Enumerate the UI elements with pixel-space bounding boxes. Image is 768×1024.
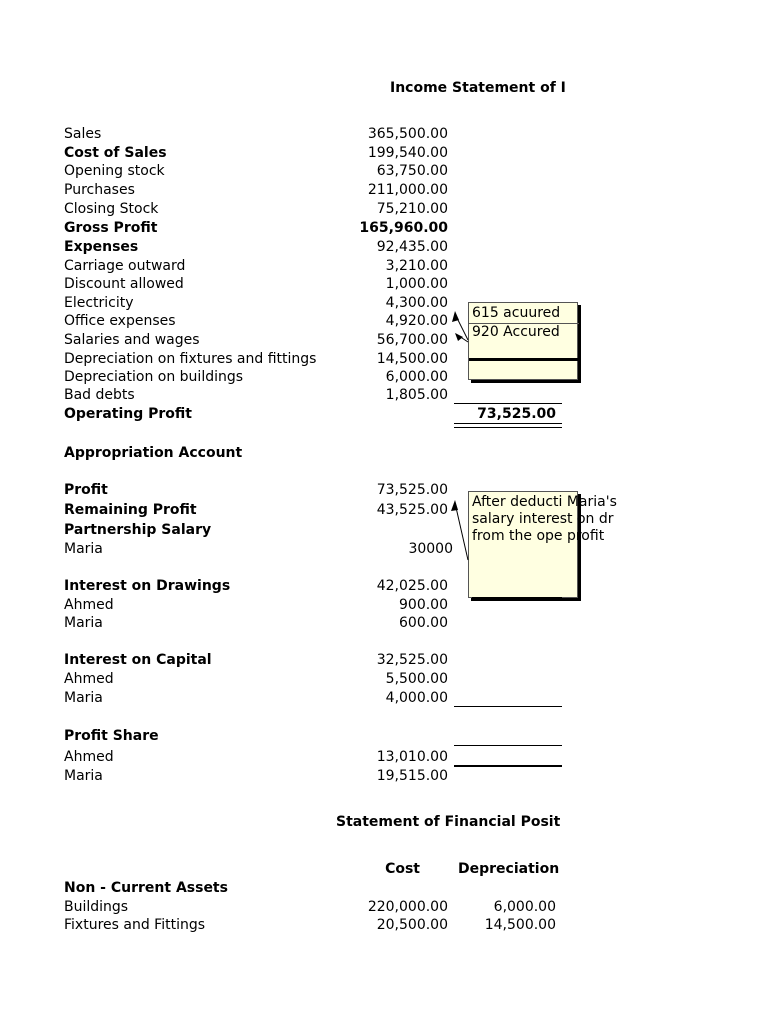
- income-row-label[interactable]: Bad debts: [64, 387, 135, 403]
- interest-drawings-value[interactable]: 42,025.00: [376, 578, 448, 594]
- comment-shadow-bottom: [472, 597, 562, 600]
- income-row-label[interactable]: Cost of Sales: [64, 145, 167, 161]
- income-row-value[interactable]: 6,000.00: [385, 369, 448, 385]
- income-row-value[interactable]: 14,500.00: [376, 351, 448, 367]
- income-row-label[interactable]: Purchases: [64, 182, 135, 198]
- income-row-value[interactable]: 63,750.00: [376, 163, 448, 179]
- arrow-salaries-head: [455, 333, 463, 341]
- capital-maria-value[interactable]: 4,000.00: [385, 690, 448, 706]
- interest-drawings-label[interactable]: Interest on Drawings: [64, 578, 231, 594]
- capital-ahmed-label[interactable]: Ahmed: [64, 671, 114, 687]
- income-row-value[interactable]: 211,000.00: [367, 182, 448, 198]
- share-ahmed-label[interactable]: Ahmed: [64, 749, 114, 765]
- income-row-value[interactable]: 92,435.00: [376, 239, 448, 255]
- col-cost-header[interactable]: Cost: [385, 861, 420, 877]
- income-row-label[interactable]: Opening stock: [64, 163, 165, 179]
- income-row-value[interactable]: 3,210.00: [385, 258, 448, 274]
- partnership-salary-label[interactable]: Partnership Salary: [64, 522, 212, 538]
- fixtures-cost[interactable]: 20,500.00: [376, 917, 448, 933]
- income-row-label[interactable]: Discount allowed: [64, 276, 184, 292]
- appropriation-heading[interactable]: Appropriation Account: [64, 445, 243, 461]
- income-row-value[interactable]: 1,805.00: [385, 387, 448, 403]
- income-row-value[interactable]: 165,960.00: [359, 220, 448, 236]
- drawings-maria-value[interactable]: 600.00: [399, 615, 448, 631]
- income-row-label[interactable]: Depreciation on fixtures and fittings: [64, 351, 317, 367]
- income-row-value[interactable]: 365,500.00: [367, 126, 448, 142]
- buildings-cost[interactable]: 220,000.00: [367, 899, 448, 915]
- income-row-value[interactable]: 4,300.00: [385, 295, 448, 311]
- fixtures-label[interactable]: Fixtures and Fittings: [64, 917, 206, 933]
- income-row-label[interactable]: Carriage outward: [64, 258, 186, 274]
- non-current-assets-heading[interactable]: Non - Current Assets: [64, 880, 228, 896]
- income-row-value[interactable]: 1,000.00: [385, 276, 448, 292]
- interest-capital-value[interactable]: 32,525.00: [376, 652, 448, 668]
- drawings-ahmed-label[interactable]: Ahmed: [64, 597, 114, 613]
- income-row-value[interactable]: 199,540.00: [367, 145, 448, 161]
- drawings-ahmed-value[interactable]: 900.00: [399, 597, 448, 613]
- income-row-label[interactable]: Electricity: [64, 295, 134, 311]
- profit-value[interactable]: 73,525.00: [376, 482, 448, 498]
- income-row-label[interactable]: Closing Stock: [64, 201, 159, 217]
- income-row-label[interactable]: Sales: [64, 126, 102, 142]
- buildings-depreciation[interactable]: 6,000.00: [493, 899, 556, 915]
- income-row-label[interactable]: Office expenses: [64, 313, 176, 329]
- interest-capital-label[interactable]: Interest on Capital: [64, 652, 212, 668]
- income-row-label[interactable]: Gross Profit: [64, 220, 158, 236]
- share-ahmed-value[interactable]: 13,010.00: [376, 749, 448, 765]
- income-row-label[interactable]: Expenses: [64, 239, 139, 255]
- maria-salary-value[interactable]: 30000: [408, 541, 453, 557]
- profit-label[interactable]: Profit: [64, 482, 108, 498]
- financial-position-title[interactable]: Statement of Financial Posit: [336, 814, 561, 830]
- arrow-appropriation-head: [451, 500, 458, 511]
- income-row-value[interactable]: 75,210.00: [376, 201, 448, 217]
- share-maria-value[interactable]: 19,515.00: [376, 768, 448, 784]
- income-row-label[interactable]: Salaries and wages: [64, 332, 200, 348]
- capital-maria-label[interactable]: Maria: [64, 690, 103, 706]
- capital-ahmed-value[interactable]: 5,500.00: [385, 671, 448, 687]
- buildings-label[interactable]: Buildings: [64, 899, 129, 915]
- arrow-appropriation-line: [455, 503, 468, 560]
- remaining-profit-value[interactable]: 43,525.00: [376, 502, 448, 518]
- operating-profit-value[interactable]: 73,525.00: [477, 406, 556, 422]
- income-row-value[interactable]: 56,700.00: [376, 332, 448, 348]
- income-row-value[interactable]: 4,920.00: [385, 313, 448, 329]
- income-row-label[interactable]: Depreciation on buildings: [64, 369, 244, 385]
- col-depreciation-header[interactable]: Depreciation: [458, 861, 560, 877]
- share-maria-label[interactable]: Maria: [64, 768, 103, 784]
- income-statement-title[interactable]: Income Statement of I: [390, 80, 566, 96]
- remaining-profit-label[interactable]: Remaining Profit: [64, 502, 197, 518]
- drawings-maria-label[interactable]: Maria: [64, 615, 103, 631]
- fixtures-depreciation[interactable]: 14,500.00: [484, 917, 556, 933]
- comment-appropriation-text: After deducti Maria's salary interest on dr from the ope profit: [472, 494, 617, 544]
- comment-office: 615 acuured: [472, 305, 561, 321]
- comment-salaries: 920 Accured: [472, 324, 560, 340]
- maria-salary-label[interactable]: Maria: [64, 541, 103, 557]
- profit-share-label[interactable]: Profit Share: [64, 728, 159, 744]
- operating-profit-label[interactable]: Operating Profit: [64, 406, 192, 422]
